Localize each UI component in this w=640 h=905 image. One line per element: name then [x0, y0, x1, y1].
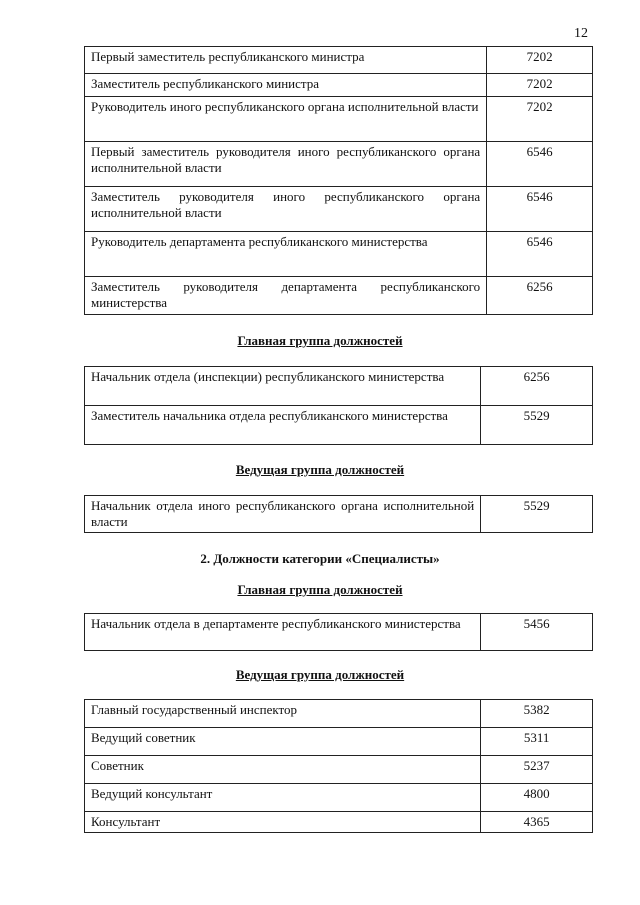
position-name: Консультант — [85, 812, 481, 833]
position-name: Советник — [85, 756, 481, 784]
table-row — [85, 142, 593, 187]
section-heading: 2. Должности категории «Специалисты» — [200, 551, 440, 566]
table-row — [85, 232, 593, 277]
position-name: Руководитель департамента республиканского министерства — [85, 232, 487, 277]
position-name: Заместитель руководителя департамента республиканского министерства — [85, 277, 487, 315]
table-row — [85, 614, 593, 651]
table-top-positions — [84, 46, 593, 315]
table-row — [85, 756, 593, 784]
position-name: Первый заместитель руководителя иного республиканского органа исполнительной власти — [85, 142, 487, 187]
position-value: 7202 — [487, 74, 593, 97]
table-row — [85, 187, 593, 232]
position-value: 4365 — [481, 812, 593, 833]
table-row — [85, 367, 593, 406]
position-value: 6256 — [487, 277, 593, 315]
table-row — [85, 74, 593, 97]
position-name: Ведущий консультант — [85, 784, 481, 812]
position-value: 6256 — [481, 367, 593, 406]
group-heading-main-1: Главная группа должностей — [237, 333, 403, 348]
table-row — [85, 277, 593, 315]
position-name: Первый заместитель республиканского министра — [85, 47, 487, 74]
position-name: Заместитель начальника отдела республиканского министерства — [85, 406, 481, 445]
table-lead-group-1 — [84, 495, 593, 533]
position-value: 6546 — [487, 232, 593, 277]
group-heading-main-2: Главная группа должностей — [237, 582, 403, 597]
table-row — [85, 97, 593, 142]
table-lead-group-2 — [84, 699, 593, 833]
group-heading-lead-1: Ведущая группа должностей — [235, 462, 405, 477]
position-name: Начальник отдела в департаменте республиканского министерства — [85, 614, 481, 651]
position-value: 5311 — [481, 728, 593, 756]
table-row — [85, 406, 593, 445]
table-row — [85, 496, 593, 533]
table-main-group-1 — [84, 366, 593, 445]
position-name: Заместитель республиканского министра — [85, 74, 487, 97]
table-row — [85, 812, 593, 833]
position-name: Начальник отдела иного республиканского органа исполнительной власти — [85, 496, 481, 533]
position-value: 5529 — [481, 406, 593, 445]
position-name: Заместитель руководителя иного республиканского органа исполнительной власти — [85, 187, 487, 232]
table-row — [85, 700, 593, 728]
position-value: 7202 — [487, 97, 593, 142]
position-name: Главный государственный инспектор — [85, 700, 481, 728]
position-value: 7202 — [487, 47, 593, 74]
table-row — [85, 47, 593, 74]
position-value: 5529 — [481, 496, 593, 533]
table-main-group-2 — [84, 613, 593, 651]
page-number: 12 — [574, 26, 588, 41]
position-value: 6546 — [487, 142, 593, 187]
position-name: Начальник отдела (инспекции) республиканского министерства — [85, 367, 481, 406]
group-heading-lead-2: Ведущая группа должностей — [235, 667, 405, 682]
position-value: 4800 — [481, 784, 593, 812]
position-name: Ведущий советник — [85, 728, 481, 756]
table-row — [85, 784, 593, 812]
position-value: 6546 — [487, 187, 593, 232]
position-value: 5382 — [481, 700, 593, 728]
position-value: 5456 — [481, 614, 593, 651]
position-name: Руководитель иного республиканского органа исполнительной власти — [85, 97, 487, 142]
table-row — [85, 728, 593, 756]
position-value: 5237 — [481, 756, 593, 784]
